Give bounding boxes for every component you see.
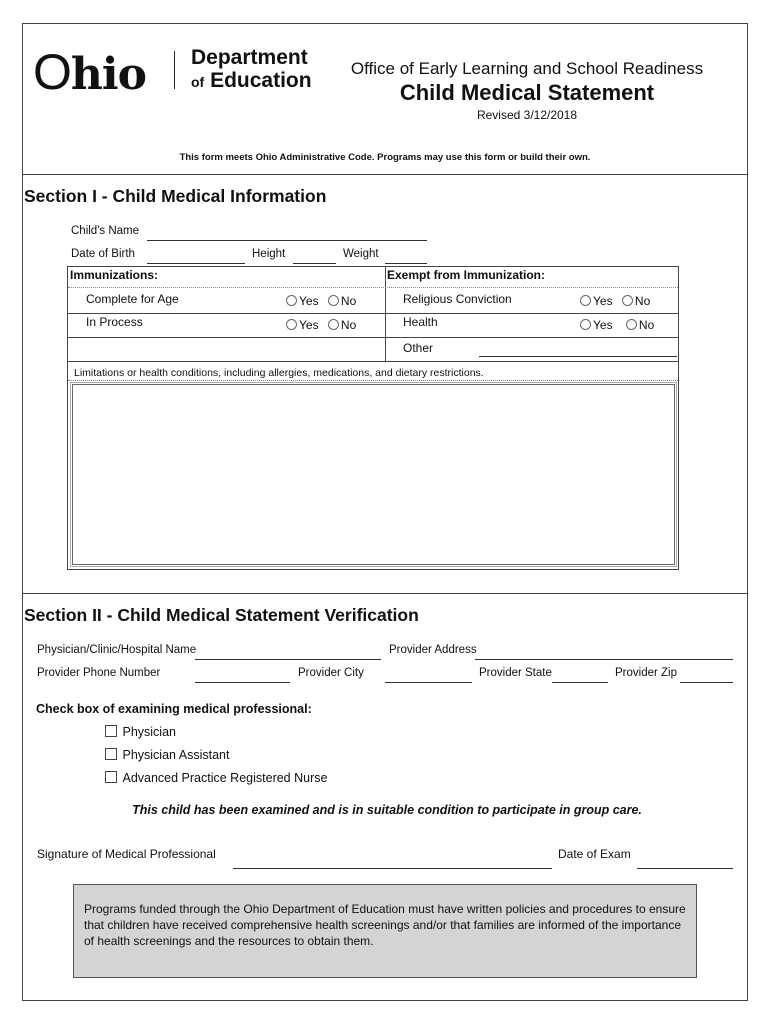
health-yes[interactable]: [580, 318, 613, 332]
radio-icon: [626, 319, 637, 330]
in-process-no[interactable]: [328, 318, 356, 332]
table-header-divider: [68, 287, 678, 288]
radio-label: Yes: [299, 294, 319, 308]
revised-date: Revised 3/12/2018: [476, 108, 578, 122]
in-process-label: In Process: [86, 315, 143, 329]
radio-label: Yes: [593, 294, 613, 308]
checkbox-header: Check box of examining medical professional:: [36, 702, 312, 716]
provider-phone-field[interactable]: [195, 682, 290, 683]
provider-state-label: Provider State: [479, 667, 552, 679]
logo-divider: [174, 51, 175, 89]
height-field[interactable]: [293, 263, 336, 264]
complete-for-age-label: Complete for Age: [86, 292, 179, 306]
signature-field[interactable]: [233, 868, 552, 869]
date-of-exam-field[interactable]: [637, 868, 733, 869]
radio-label: No: [638, 318, 655, 332]
table-row-divider: [68, 361, 678, 362]
page-title: Child Medical Statement: [399, 80, 655, 105]
complete-for-age-radios: [286, 294, 356, 308]
funding-note-box: [73, 884, 697, 978]
ohio-logo: [33, 45, 146, 102]
provider-zip-label: Provider Zip: [615, 667, 677, 679]
religious-conviction-label: Religious Conviction: [403, 292, 512, 306]
physician-name-field[interactable]: [195, 659, 381, 660]
health-label: Health: [403, 315, 438, 329]
checkbox-icon: [105, 725, 117, 737]
office-name: Office of Early Learning and School Readiness: [350, 59, 704, 78]
limitations-textarea[interactable]: [72, 384, 675, 565]
religious-conviction-radios: [580, 294, 650, 308]
weight-field[interactable]: [385, 263, 427, 264]
physician-name-label: Physician/Clinic/Hospital Name: [37, 644, 197, 656]
checkbox-icon: [105, 771, 117, 783]
provider-zip-field[interactable]: [680, 682, 733, 683]
examined-statement: This child has been examined and is in suitable condition to participate in group care.: [132, 803, 642, 817]
radio-icon: [580, 319, 591, 330]
weight-label: Weight: [343, 248, 379, 260]
radio-label: No: [340, 294, 357, 308]
table-row-divider: [68, 313, 678, 314]
logo-department: Department: [191, 46, 308, 69]
date-of-exam-label: Date of Exam: [558, 847, 631, 861]
checkbox-icon: [105, 748, 117, 760]
dob-field[interactable]: [147, 263, 245, 264]
childs-name-label: Child's Name: [71, 225, 140, 237]
health-no[interactable]: [626, 318, 654, 332]
immunizations-header: Immunizations:: [70, 268, 159, 282]
other-label: Other: [403, 341, 434, 355]
radio-label: No: [340, 318, 357, 332]
other-field[interactable]: [479, 356, 677, 357]
limitations-label: Limitations or health conditions, including allergies, medications, and dietary restrictions.: [74, 367, 484, 379]
radio-label: No: [634, 294, 651, 308]
religious-conviction-no[interactable]: [622, 294, 650, 308]
radio-icon: [328, 295, 339, 306]
radio-icon: [286, 295, 297, 306]
radio-label: Yes: [299, 318, 319, 332]
signature-label: Signature of Medical Professional: [37, 847, 216, 861]
section-divider: [22, 593, 748, 594]
checkbox-label: Physician Assistant: [122, 748, 230, 762]
provider-city-label: Provider City: [298, 667, 364, 679]
provider-state-field[interactable]: [552, 682, 608, 683]
provider-phone-label: Provider Phone Number: [37, 667, 161, 679]
provider-address-label: Provider Address: [389, 644, 477, 656]
radio-icon: [580, 295, 591, 306]
form-notice: This form meets Ohio Administrative Code. Programs may use this form or build their own.: [179, 152, 591, 163]
childs-name-field[interactable]: [147, 240, 427, 241]
ohio-logo-o: O: [33, 44, 71, 100]
department-logo-text: [191, 46, 312, 94]
checkbox-aprn[interactable]: [105, 771, 327, 785]
ohio-logo-text: hio: [70, 49, 146, 100]
checkbox-label: Physician: [122, 725, 176, 739]
checkbox-label: Advanced Practice Registered Nurse: [122, 771, 328, 785]
section1-title: Section I - Child Medical Information: [24, 186, 327, 206]
complete-for-age-yes[interactable]: [286, 294, 319, 308]
complete-for-age-no[interactable]: [328, 294, 356, 308]
dob-label: Date of Birth: [71, 248, 135, 260]
table-row-divider: [68, 337, 678, 338]
exempt-header: Exempt from Immunization:: [387, 268, 546, 282]
religious-conviction-yes[interactable]: [580, 294, 613, 308]
limitations-divider: [68, 380, 678, 381]
radio-icon: [622, 295, 633, 306]
radio-icon: [328, 319, 339, 330]
section2-title: Section II - Child Medical Statement Verification: [24, 605, 419, 625]
checkbox-physician[interactable]: [105, 725, 176, 739]
provider-city-field[interactable]: [385, 682, 472, 683]
provider-address-field[interactable]: [475, 659, 733, 660]
logo-of: of: [191, 74, 205, 90]
checkbox-physician-assistant[interactable]: [105, 748, 229, 762]
in-process-yes[interactable]: [286, 318, 319, 332]
radio-label: Yes: [593, 318, 613, 332]
health-radios: [580, 318, 654, 332]
funding-note-text: Programs funded through the Ohio Department of Education must have written policies and procedures to ensure that children have received comprehensive health screenings and/or that families are informed of the importance of health screenings and the resources to obtain them.: [84, 902, 686, 948]
section-divider: [22, 174, 748, 175]
radio-icon: [286, 319, 297, 330]
height-label: Height: [252, 248, 286, 260]
in-process-radios: [286, 318, 356, 332]
logo-education: Education: [210, 69, 312, 92]
